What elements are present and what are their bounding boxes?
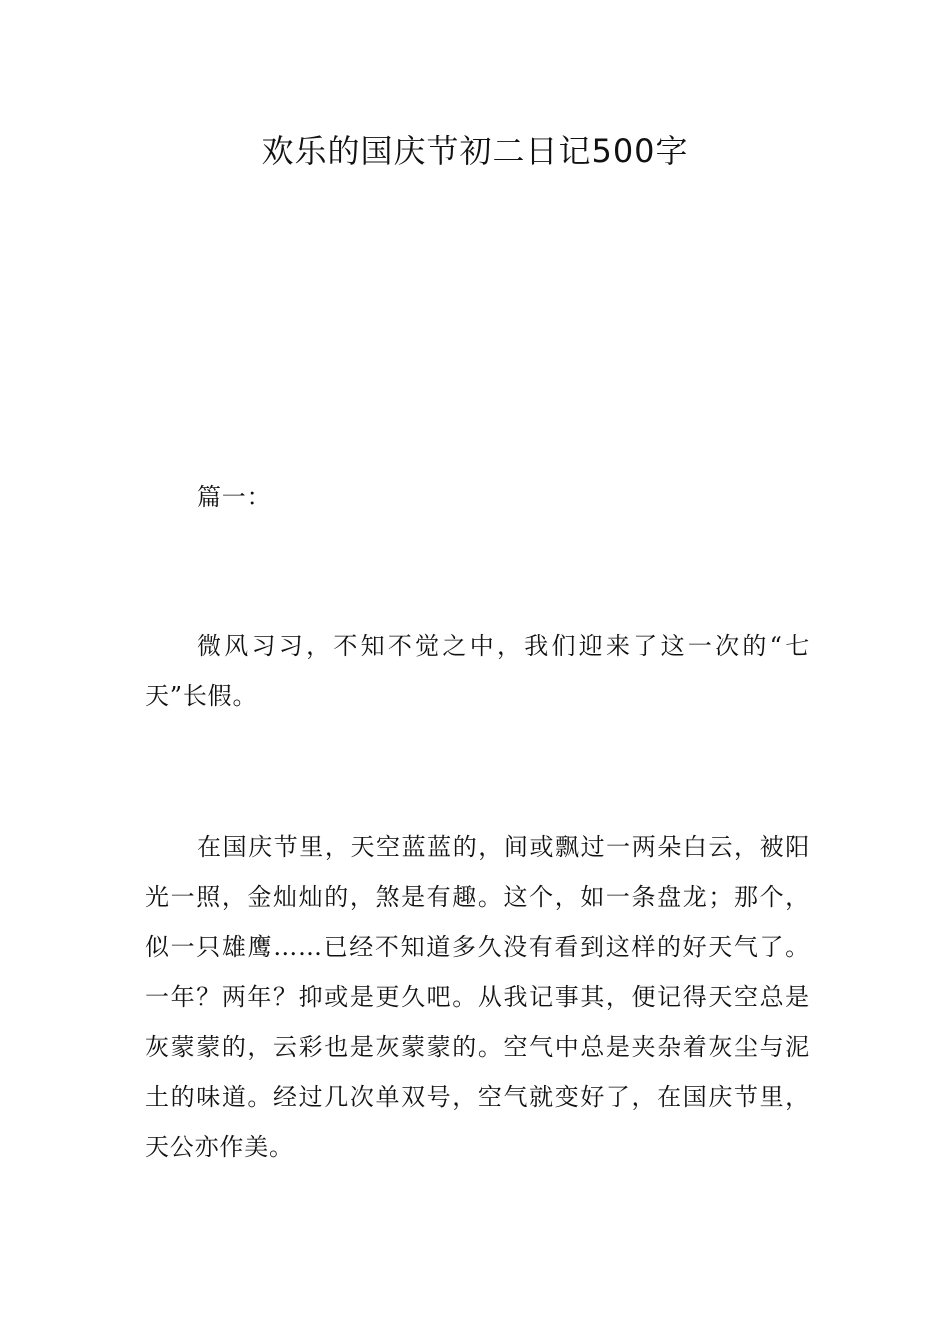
section-heading: 篇一： — [197, 483, 272, 511]
page-title: 欢乐的国庆节初二日记500字 — [261, 132, 689, 170]
paragraph: 在国庆节里，天空蓝蓝的，间或飘过一两朵白云，被阳光一照，金灿灿的，煞是有趣。这个，如一条盘龙；那个，似一只雄鹰……已经不知道多久没有看到这样的好天气了。一年？两年？抑或是更久吧。从我记事其，便记得天空总是灰蒙蒙的，云彩也是灰蒙蒙的。空气中总是夹杂着灰尘与泥土的味道。经过几次单双号，空气就变好了，在国庆节里，天公亦作美。 — [145, 833, 810, 1161]
paragraph: 微风习习，不知不觉之中，我们迎来了这一次的“七天”长假。 — [145, 632, 810, 710]
